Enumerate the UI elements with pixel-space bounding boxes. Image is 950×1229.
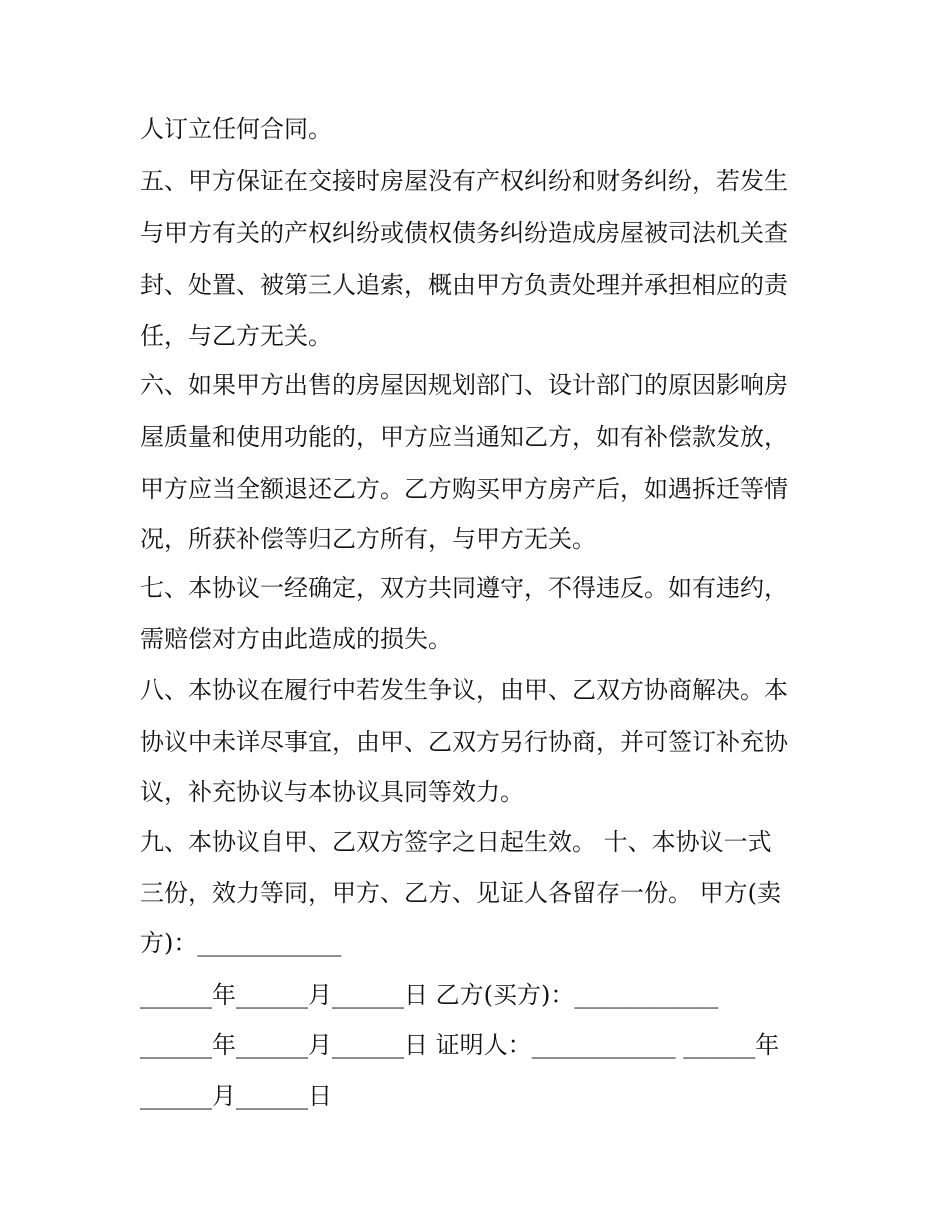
- text-line-15: 九、本协议自甲、乙双方签字之日起生效。 十、本协议一式: [140, 828, 772, 856]
- signature-line-buyer: ______年______月______日 乙方(买方)：____________: [140, 981, 719, 1009]
- text-line-1: 人订立任何合同。: [140, 115, 332, 143]
- text-line-6: 六、如果甲方出售的房屋因规划部门、设计部门的原因影响房: [140, 371, 788, 399]
- text-line-12: 八、本协议在履行中若发生争议，由甲、乙双方协商解决。本: [140, 676, 788, 704]
- text-line-11: 需赔偿对方由此造成的损失。: [140, 625, 452, 653]
- text-line-4: 封、处置、被第三人追索，概由甲方负责处理并承担相应的责: [140, 271, 788, 299]
- text-line-8: 甲方应当全额退还乙方。乙方购买甲方房产后，如遇拆迁等情: [140, 475, 788, 503]
- signature-line-witness: ______年______月______日 证明人：____________ ______年: [140, 1031, 780, 1059]
- text-line-16: 三份，效力等同，甲方、乙方、见证人各留存一份。 甲方(卖: [140, 879, 781, 907]
- text-line-3: 与甲方有关的产权纠纷或债权债务纠纷造成房屋被司法机关查: [140, 219, 788, 247]
- text-line-5: 任，与乙方无关。: [140, 322, 332, 350]
- text-line-9: 况，所获补偿等归乙方所有，与甲方无关。: [140, 525, 596, 553]
- text-line-7: 屋质量和使用功能的，甲方应当通知乙方，如有补偿款发放，: [140, 423, 788, 451]
- signature-line-date: ______月______日: [140, 1082, 332, 1110]
- text-line-2: 五、甲方保证在交接时房屋没有产权纠纷和财务纠纷，若发生: [140, 167, 788, 195]
- text-line-14: 议，补充协议与本协议具同等效力。: [140, 778, 524, 806]
- text-line-13: 协议中未详尽事宜，由甲、乙双方另行协商，并可签订补充协: [140, 728, 788, 756]
- signature-line-seller: 方)：____________: [140, 929, 342, 957]
- text-line-10: 七、本协议一经确定，双方共同遵守，不得违反。如有违约，: [140, 574, 788, 602]
